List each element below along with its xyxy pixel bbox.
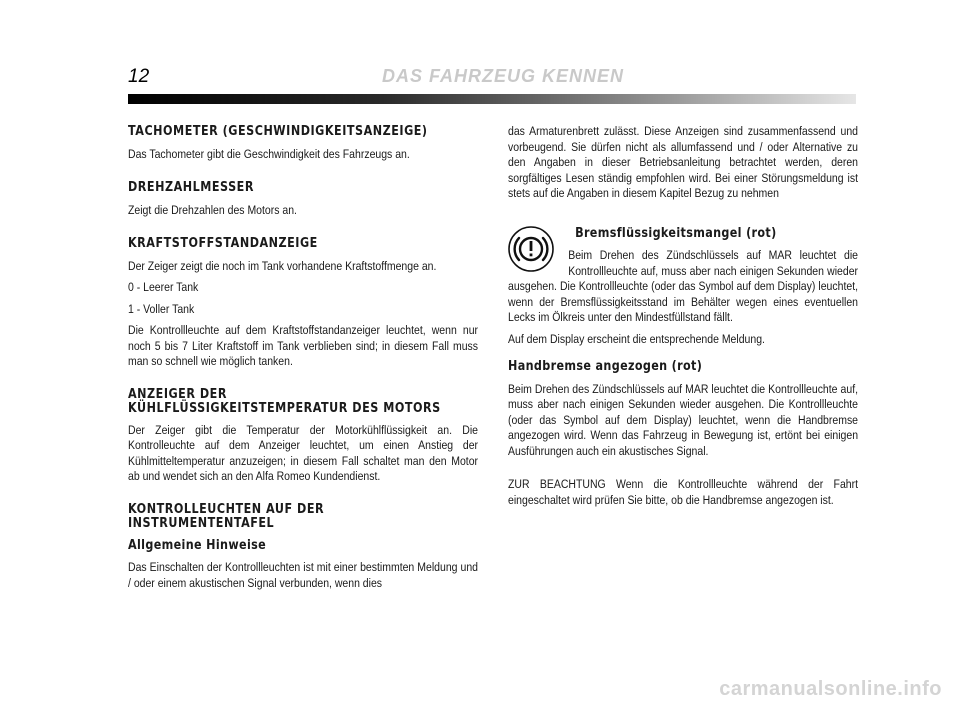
allgemein-text: Das Einschalten der Kontrollleuchten ist mit einer bestimmten Meldung und / oder einem akustischen Signal verbunden, wenn dies	[128, 560, 479, 590]
brems-display: Auf dem Display erscheint die entsprechende Meldung.	[508, 331, 765, 346]
drehzahl-text: Zeigt die Drehzahlen des Motors an.	[128, 202, 297, 217]
page-number: 12	[128, 66, 150, 87]
brems-heading: Bremsflüssigkeitsmangel (rot)	[575, 225, 777, 241]
hand-text: Beim Drehen des Zündschlüssels auf MAR leuchtet die Kontrollleuchte auf, muss aber nach einigen Sekunden wieder ausgehen. Die Kontrollleuchte (oder das Symbol auf dem Display) leuchtet, wenn die Handbremse angezogen wird. Wenn das Fahrzeug in Bewegung ist, ertönt bei einigen Ausführungen auch ein akustisches Signal.	[508, 381, 859, 458]
hand-heading: Handbremse angezogen (rot)	[508, 359, 703, 374]
temp-heading	[128, 388, 478, 416]
brake-fluid-warning-icon	[508, 226, 554, 272]
continuation-text: das Armaturenbrett zulässt. Diese Anzeigen sind zusammenfassend und vorbeugend. Sie dürfen nicht als allumfassend und / oder Alternative zu den Angaben in dieser Betriebsanleitung betrachtet werden, deren sorgfältiges Lesen ständig empfohlen wird. Bei einer Störungsmeldung ist stets auf die Angaben in diesem Kapitel Bezug zu nehmen	[508, 124, 859, 200]
kontroll-heading-line-2: INSTRUMENTENTAFEL	[128, 515, 275, 531]
kraftstoff-full: 1 - Voller Tank	[128, 301, 195, 316]
drehzahl-heading: DREHZAHLMESSER	[128, 180, 254, 195]
allgemein-heading: Allgemeine Hinweise	[128, 537, 267, 553]
tacho-heading: TACHOMETER (GESCHWINDIGKEITSANZEIGE)	[128, 124, 428, 139]
kraftstoff-text: Der Zeiger zeigt die noch im Tank vorhandene Kraftstoffmenge an.	[128, 258, 437, 273]
header-rule	[128, 94, 856, 104]
running-title: DAS FAHRZEUG KENNEN	[382, 66, 625, 86]
kraftstoff-empty: 0 - Leerer Tank	[128, 280, 199, 294]
temp-heading-line-1: ANZEIGER DER	[128, 386, 227, 402]
brems-text: Beim Drehen des Zündschlüssels auf MAR leuchtet die Kontrollleuchte auf, muss aber nach einigen Sekunden wieder ausgehen. Die Kontrollleuchte (oder das Symbol auf dem Display) leuchtet, wenn der Bremsflüssigkeitsstand im Behälter wegen eines eventuellen Lecks im Ölkreis unter den Mindestfüllstand fällt.	[508, 248, 859, 324]
right-column	[508, 124, 858, 514]
hand-note: ZUR BEACHTUNG Wenn die Kontrollleuchte während der Fahrt eingeschaltet wird prüfen Sie bitte, ob die Handbremse angezogen ist.	[508, 477, 859, 507]
kraftstoff-heading: KRAFTSTOFFSTANDANZEIGE	[128, 236, 318, 251]
tacho-text: Das Tachometer gibt die Geschwindigkeit des Fahrzeugs an.	[128, 146, 410, 161]
kontroll-heading	[128, 503, 478, 531]
left-column	[128, 124, 478, 597]
temp-heading-line-2: KÜHLFLÜSSIGKEITSTEMPERATUR DES MOTORS	[128, 400, 441, 416]
watermark: carmanualsonline.info	[719, 678, 942, 700]
kraftstoff-warning: Die Kontrollleuchte auf dem Kraftstoffstandanzeiger leuchtet, wenn nur noch 5 bis 7 Liter Kraftstoff im Tank verblieben sind; in diesem Fall muss man so schnell wie möglich tanken.	[128, 323, 479, 368]
temp-text: Der Zeiger gibt die Temperatur der Motorkühlflüssigkeit an. Die Kontrolleuchte auf dem Anzeiger leuchtet, um einen Anstieg der Kühlmitteltemperatur anzuzeigen; in diesem Fall schaltet man den Motor ab und wendet sich an den Alfa Romeo Kundendienst.	[128, 422, 479, 483]
kontroll-heading-line-1: KONTROLLEUCHTEN AUF DER	[128, 501, 325, 517]
brems-block	[508, 226, 858, 348]
